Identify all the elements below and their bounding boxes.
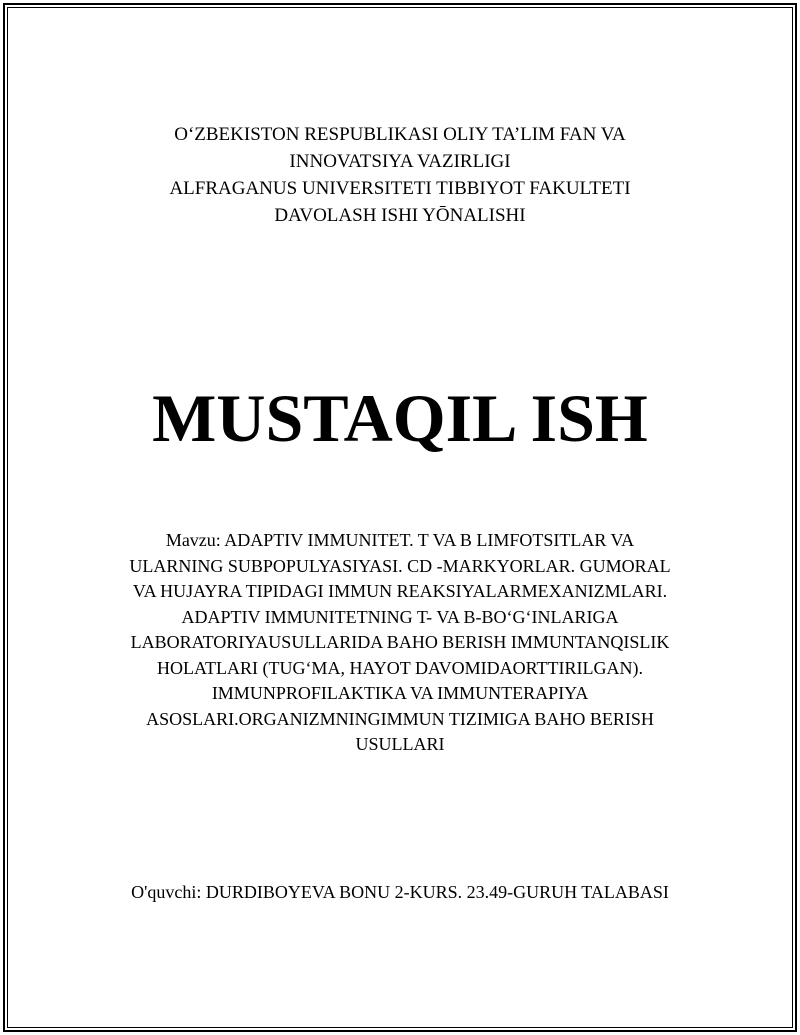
header-line: O‘ZBEKISTON RESPUBLIKASI OLIY TA’LIM FAN VA <box>174 124 626 145</box>
topic-line: ULARNING SUBPOPULYASIYASI. CD -MARKYORLAR. GUMORAL <box>129 555 671 576</box>
header-line: INNOVATSIYA VAZIRLIGI <box>289 151 511 172</box>
topic-line: ADAPTIV IMMUNITETNING T- VA B-BO‘G‘INLARIGA <box>181 606 619 627</box>
header-line: DAVOLASH ISHI YŌNALISHI <box>274 205 526 226</box>
institution-header <box>0 121 800 229</box>
topic-line: IMMUNPROFILAKTIKA VA IMMUNTERAPIYA <box>211 683 589 703</box>
topic-line: USULLARI <box>355 734 445 754</box>
header-line: ALFRAGANUS UNIVERSITETI TIBBIYOT FAKULTETI <box>169 178 631 199</box>
topic-line: VA HUJAYRA TIPIDAGI IMMUN REAKSIYALARMEXANIZMLARI. <box>132 581 668 601</box>
topic-block <box>110 528 690 758</box>
topic-line: Mavzu: ADAPTIV IMMUNITET. T VA B LIMFOTSITLAR VA <box>165 530 635 550</box>
document-title: MUSTAQIL ISH <box>152 380 648 456</box>
topic-line: LABORATORIYAUSULLARIDA BAHO BERISH IMMUNTANQISLIK <box>130 632 670 652</box>
topic-line: HOLATLARI (TUG‘MA, HAYOT DAVOMIDAORTTIRILGAN). <box>156 657 644 678</box>
topic-line: ASOSLARI.ORGANIZMNINGIMMUN TIZIMIGA BAHO BERISH <box>146 708 654 729</box>
student-info: O'quvchi: DURDIBOYEVA BONU 2-KURS. 23.49-GURUH TALABASI <box>131 882 669 902</box>
